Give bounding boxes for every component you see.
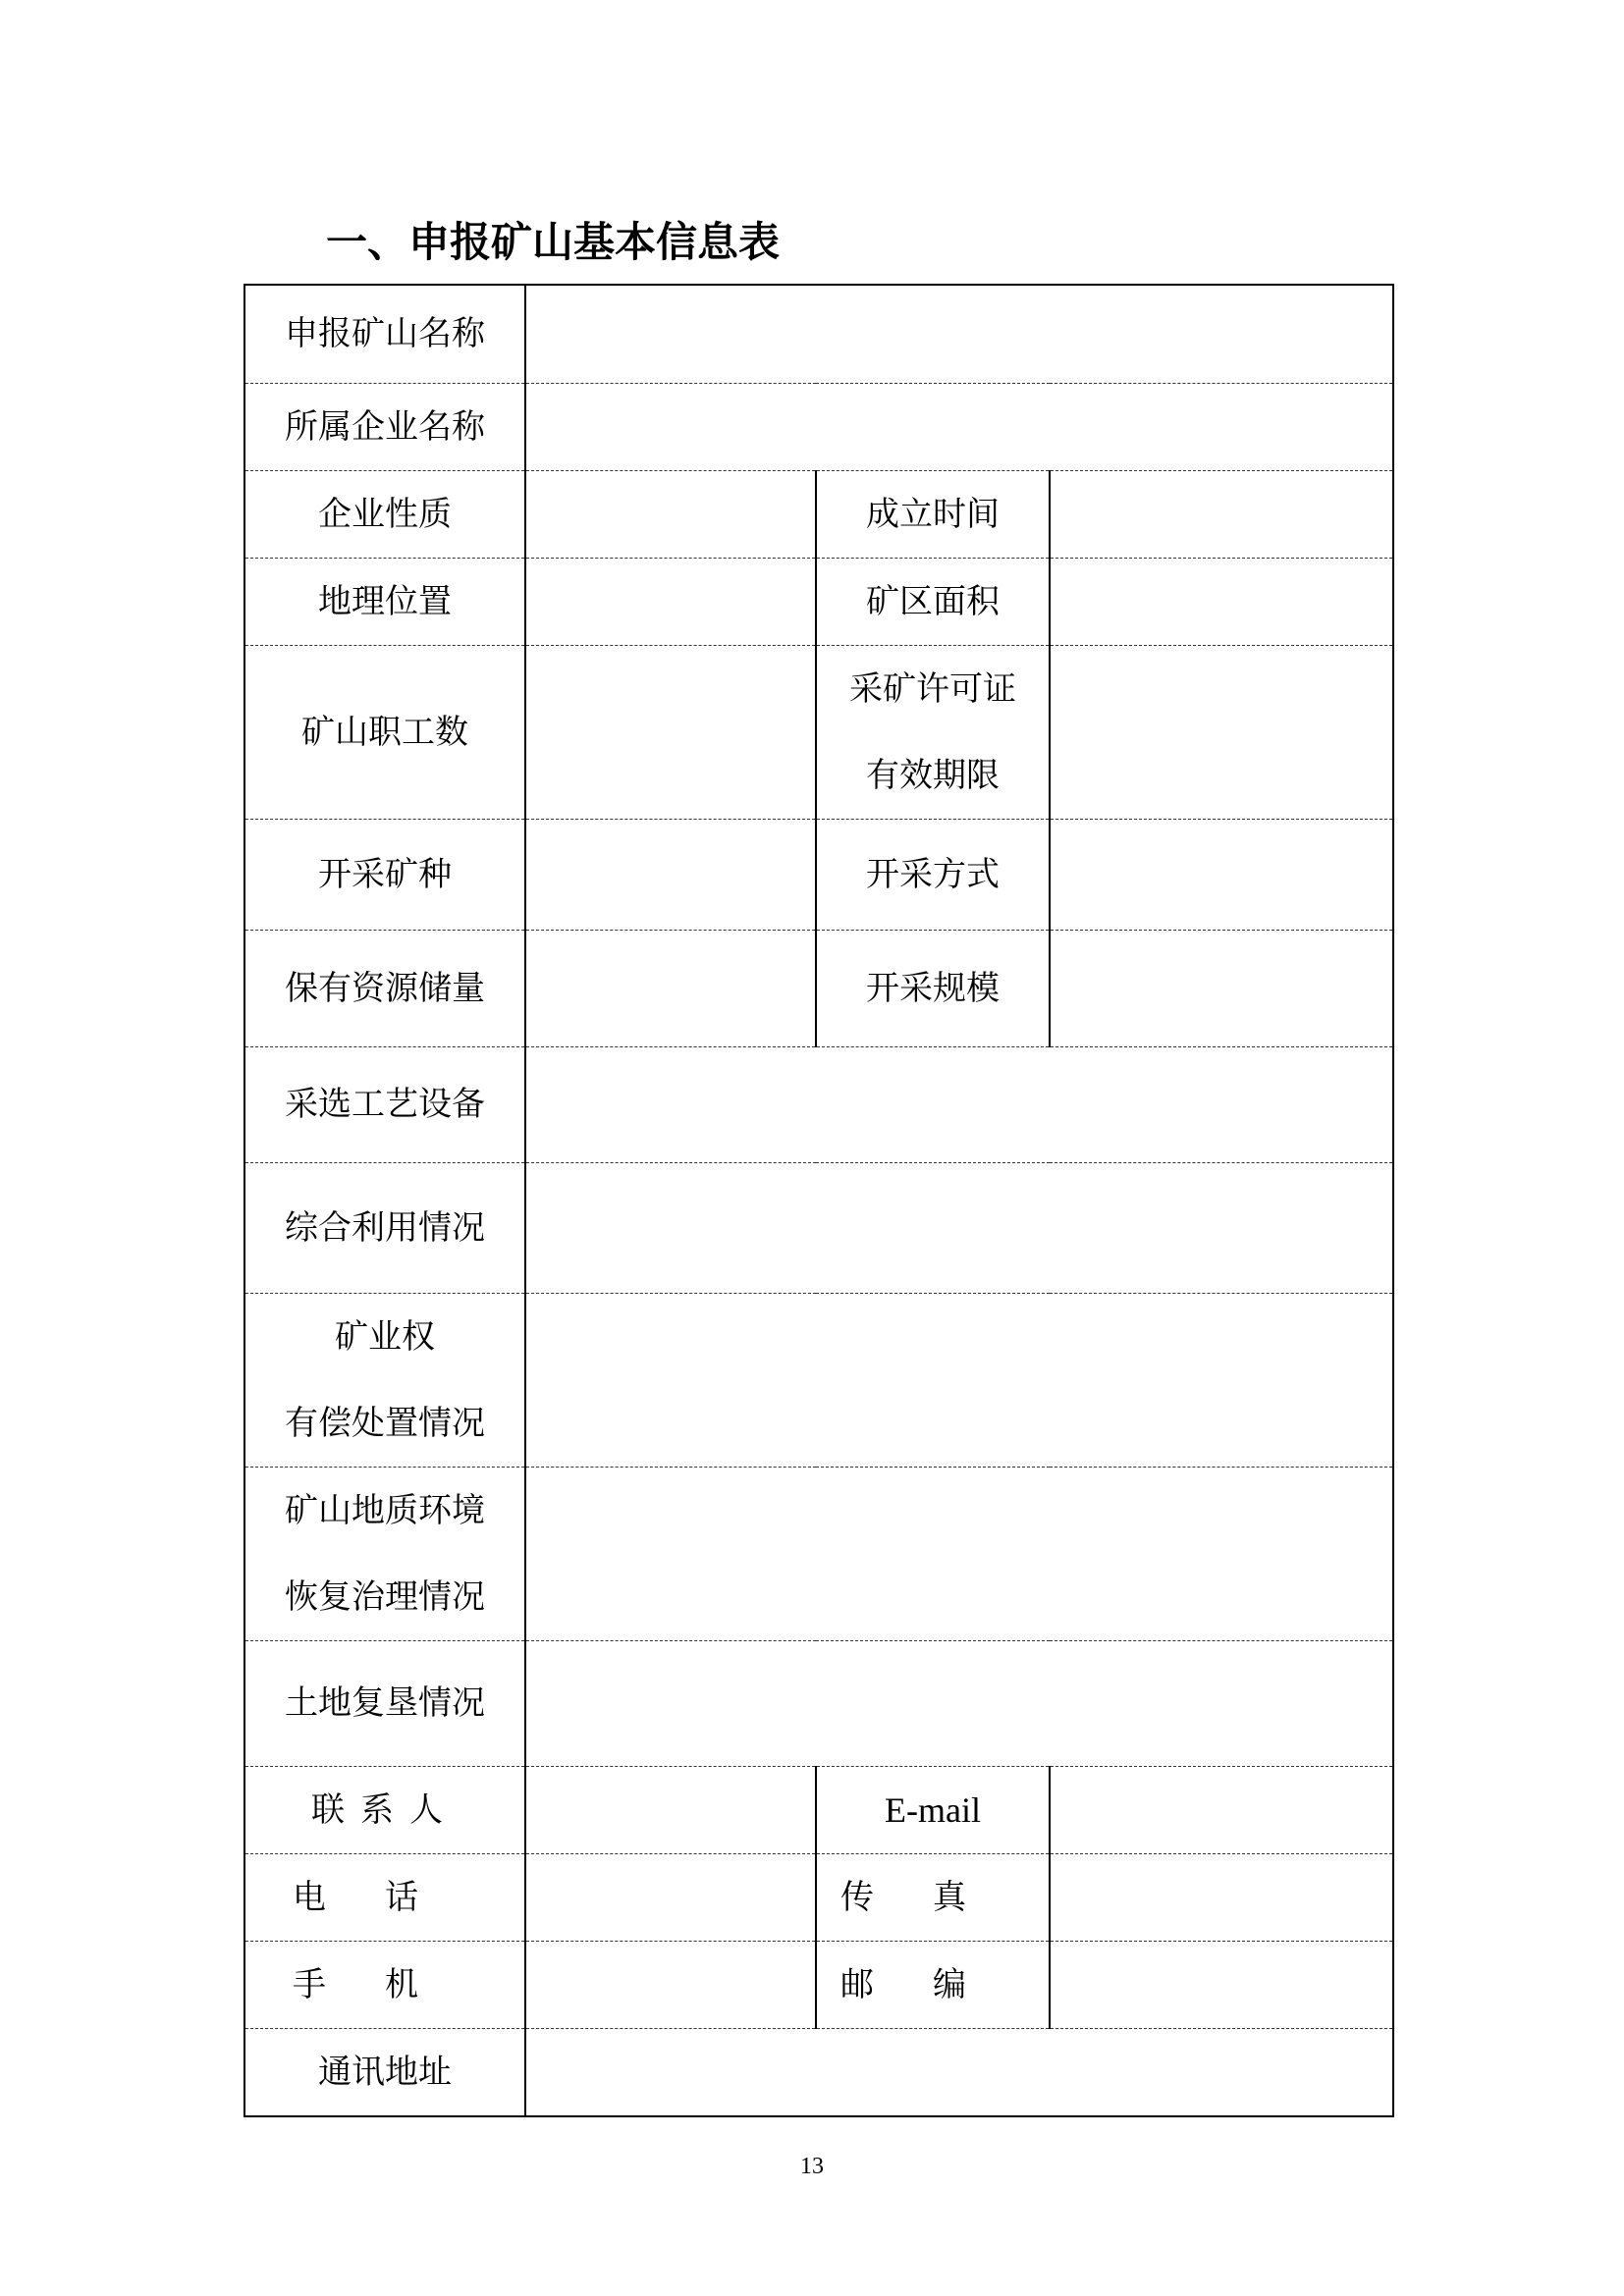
label-cell (816, 470, 1050, 558)
mining-scale-label: 开采规模 (866, 968, 1000, 1008)
table-row (244, 1162, 1393, 1293)
email-label: E-mail (885, 1789, 981, 1830)
rights-label-line2: 有偿处置情况 (285, 1403, 485, 1443)
rights-label-line1: 矿业权 (335, 1316, 435, 1357)
mineral-type-label: 开采矿种 (318, 854, 452, 894)
mining-method-label: 开采方式 (866, 854, 1000, 894)
geo-env-label-line1: 矿山地质环境 (285, 1490, 485, 1530)
label-cell (244, 1640, 525, 1766)
mine-name-field[interactable] (525, 285, 1393, 383)
founded-label: 成立时间 (866, 494, 1000, 534)
table-row (244, 819, 1393, 930)
label-cell (244, 2028, 525, 2116)
fax-label: 传真 (840, 1877, 1025, 1917)
table-row (244, 1853, 1393, 1941)
license-label-line1: 采矿许可证 (849, 668, 1016, 709)
mining-area-label: 矿区面积 (866, 581, 1000, 621)
rights-disposal-label (285, 1294, 485, 1467)
table-row (244, 285, 1393, 383)
location-label: 地理位置 (318, 581, 452, 621)
address-label: 通讯地址 (318, 2052, 452, 2092)
utilization-label: 综合利用情况 (285, 1207, 485, 1248)
reserves-field[interactable] (525, 930, 816, 1046)
table-row (244, 1640, 1393, 1766)
employees-label: 矿山职工数 (301, 712, 468, 752)
phone-field[interactable] (525, 1853, 816, 1941)
company-nature-field[interactable] (525, 470, 816, 558)
geo-env-label-line2: 恢复治理情况 (285, 1576, 485, 1617)
label-cell (244, 930, 525, 1046)
table-row (244, 930, 1393, 1046)
utilization-field[interactable] (525, 1162, 1393, 1293)
fax-field[interactable] (1050, 1853, 1393, 1941)
mining-method-field[interactable] (1050, 819, 1393, 930)
label-cell (244, 1941, 525, 2028)
license-label-line2: 有效期限 (866, 755, 1000, 795)
table-row (244, 1941, 1393, 2028)
label-cell (244, 470, 525, 558)
mine-info-table (244, 284, 1394, 2117)
page-number: 13 (800, 2154, 824, 2179)
page-title: 一、申报矿山基本信息表 (326, 218, 781, 266)
table-row (244, 645, 1393, 819)
label-cell (244, 1162, 525, 1293)
table-row (244, 2028, 1393, 2116)
mobile-label: 手机 (293, 1964, 477, 2004)
company-name-field[interactable] (525, 383, 1393, 470)
phone-label: 电话 (293, 1877, 477, 1917)
label-cell (244, 1046, 525, 1162)
mobile-field[interactable] (525, 1941, 816, 2028)
address-field[interactable] (525, 2028, 1393, 2116)
geo-env-label (285, 1468, 485, 1640)
process-equipment-label: 采选工艺设备 (285, 1085, 485, 1124)
mineral-type-field[interactable] (525, 819, 816, 930)
mining-scale-field[interactable] (1050, 930, 1393, 1046)
mine-name-label: 申报矿山名称 (285, 314, 485, 354)
geo-env-field[interactable] (525, 1467, 1393, 1640)
postcode-field[interactable] (1050, 1941, 1393, 2028)
label-cell (244, 383, 525, 470)
table-row (244, 1467, 1393, 1640)
label-cell (244, 1853, 525, 1941)
table-row (244, 1046, 1393, 1162)
land-reclamation-label: 土地复垦情况 (285, 1683, 485, 1723)
table-row (244, 558, 1393, 645)
label-cell (816, 930, 1050, 1046)
label-cell (816, 558, 1050, 645)
label-cell (244, 645, 525, 819)
license-validity-label (849, 646, 1016, 819)
email-field[interactable] (1050, 1766, 1393, 1853)
label-cell (244, 819, 525, 930)
postcode-label: 邮编 (840, 1964, 1025, 2004)
label-cell (244, 1467, 525, 1640)
land-reclamation-field[interactable] (525, 1640, 1393, 1766)
company-name-label: 所属企业名称 (285, 406, 485, 447)
label-cell (244, 285, 525, 383)
rights-disposal-field[interactable] (525, 1293, 1393, 1467)
process-equipment-field[interactable] (525, 1046, 1393, 1162)
mining-area-field[interactable] (1050, 558, 1393, 645)
founded-field[interactable] (1050, 470, 1393, 558)
license-validity-field[interactable] (1050, 645, 1393, 819)
label-cell (816, 645, 1050, 819)
table-row (244, 1293, 1393, 1467)
label-cell (244, 558, 525, 645)
contact-person-field[interactable] (525, 1766, 816, 1853)
location-field[interactable] (525, 558, 816, 645)
label-cell (816, 1766, 1050, 1853)
label-cell (816, 1941, 1050, 2028)
contact-person-label: 联系人 (311, 1789, 459, 1830)
label-cell (244, 1293, 525, 1467)
employees-field[interactable] (525, 645, 816, 819)
label-cell (816, 1853, 1050, 1941)
company-nature-label: 企业性质 (318, 494, 452, 534)
table-row (244, 1766, 1393, 1853)
reserves-label: 保有资源储量 (285, 968, 485, 1008)
table-row (244, 470, 1393, 558)
table-row (244, 383, 1393, 470)
label-cell (244, 1766, 525, 1853)
label-cell (816, 819, 1050, 930)
